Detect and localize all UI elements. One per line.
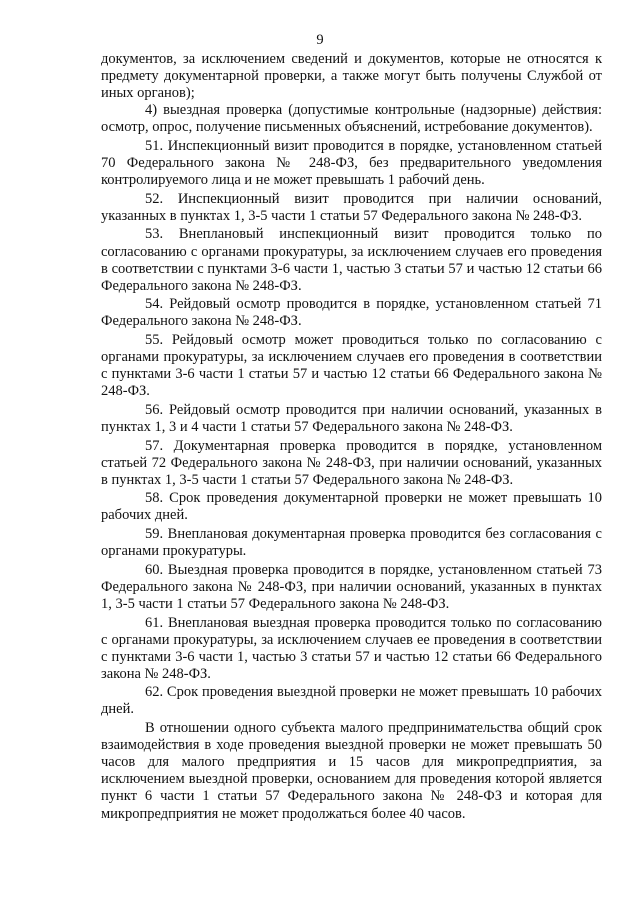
paragraph-54: 54. Рейдовый осмотр проводится в порядке, установленном статьей 71 Федерального закона № 248-ФЗ. [101, 296, 602, 330]
page-number: 9 [316, 32, 324, 48]
paragraph-52: 52. Инспекционный визит проводится при наличии оснований, указанных в пунктах 1, 3-5 части 1 статьи 57 Федерального закона № 248-ФЗ. [101, 190, 602, 224]
paragraph-57: 57. Документарная проверка проводится в порядке, установленном статьей 72 Федерального закона № 248-ФЗ, при наличии оснований, указанных в пунктах 1, 3-5 части 1 статьи 57 Федерального закона № 248-ФЗ. [101, 437, 602, 488]
document-body [101, 51, 602, 823]
paragraph-61: 61. Внеплановая выездная проверка проводится только по согласованию с органами прокуратуры, за исключением случаев ее проведения в соответствии с пунктами 3-6 части 1, частью 3 статьи 57 и частью 12 статьи 66 Федерального закона № 248-ФЗ. [101, 614, 602, 682]
paragraph-item-4: 4) выездная проверка (допустимые контрольные (надзорные) действия: осмотр, опрос, получение письменных объяснений, истребование документов). [101, 102, 602, 136]
paragraph-56: 56. Рейдовый осмотр проводится при наличии оснований, указанных в пунктах 1, 3 и 4 части 1 статьи 57 Федерального закона № 248-ФЗ. [101, 401, 602, 435]
paragraph-small-business-limit: В отношении одного субъекта малого предпринимательства общий срок взаимодействия в ходе проведения выездной проверки не может превышать 50 часов для малого предприятия и 15 часов для микропредприятия, за исключением выездной проверки, основанием для проведения которой является пункт 6 части 1 статьи 57 Федерального закона № 248-ФЗ и которая для микропредприятия не может продолжаться более 40 часов. [101, 720, 602, 822]
paragraph-55: 55. Рейдовый осмотр может проводиться только по согласованию с органами прокуратуры, за исключением случаев его проведения в соответствии с пунктами 3-6 части 1 статьи 57 и частью 12 статьи 66 Федерального закона № 248-ФЗ. [101, 332, 602, 400]
paragraph-continuation: документов, за исключением сведений и документов, которые не относятся к предмету документарной проверки, а также могут быть получены Службой от иных органов); [101, 51, 602, 102]
paragraph-60: 60. Выездная проверка проводится в порядке, установленном статьей 73 Федерального закона № 248-ФЗ, при наличии оснований, указанных в пунктах 1, 3-5 части 1 статьи 57 Федерального закона № 248-ФЗ. [101, 561, 602, 612]
paragraph-59: 59. Внеплановая документарная проверка проводится без согласования с органами прокуратуры. [101, 526, 602, 560]
paragraph-62: 62. Срок проведения выездной проверки не может превышать 10 рабочих дней. [101, 684, 602, 718]
paragraph-51: 51. Инспекционный визит проводится в порядке, установленном статьей 70 Федерального закона № 248-ФЗ, без предварительного уведомления контролируемого лица и не может превышать 1 рабочий день. [101, 137, 602, 189]
paragraph-58: 58. Срок проведения документарной проверки не может превышать 10 рабочих дней. [101, 490, 602, 524]
paragraph-53: 53. Внеплановый инспекционный визит проводится только по согласованию с органами прокуратуры, за исключением случаев его проведения в соответствии с пунктами 3-6 части 1, частью 3 статьи 57 и частью 12 статьи 66 Федерального закона № 248-ФЗ. [101, 226, 602, 294]
